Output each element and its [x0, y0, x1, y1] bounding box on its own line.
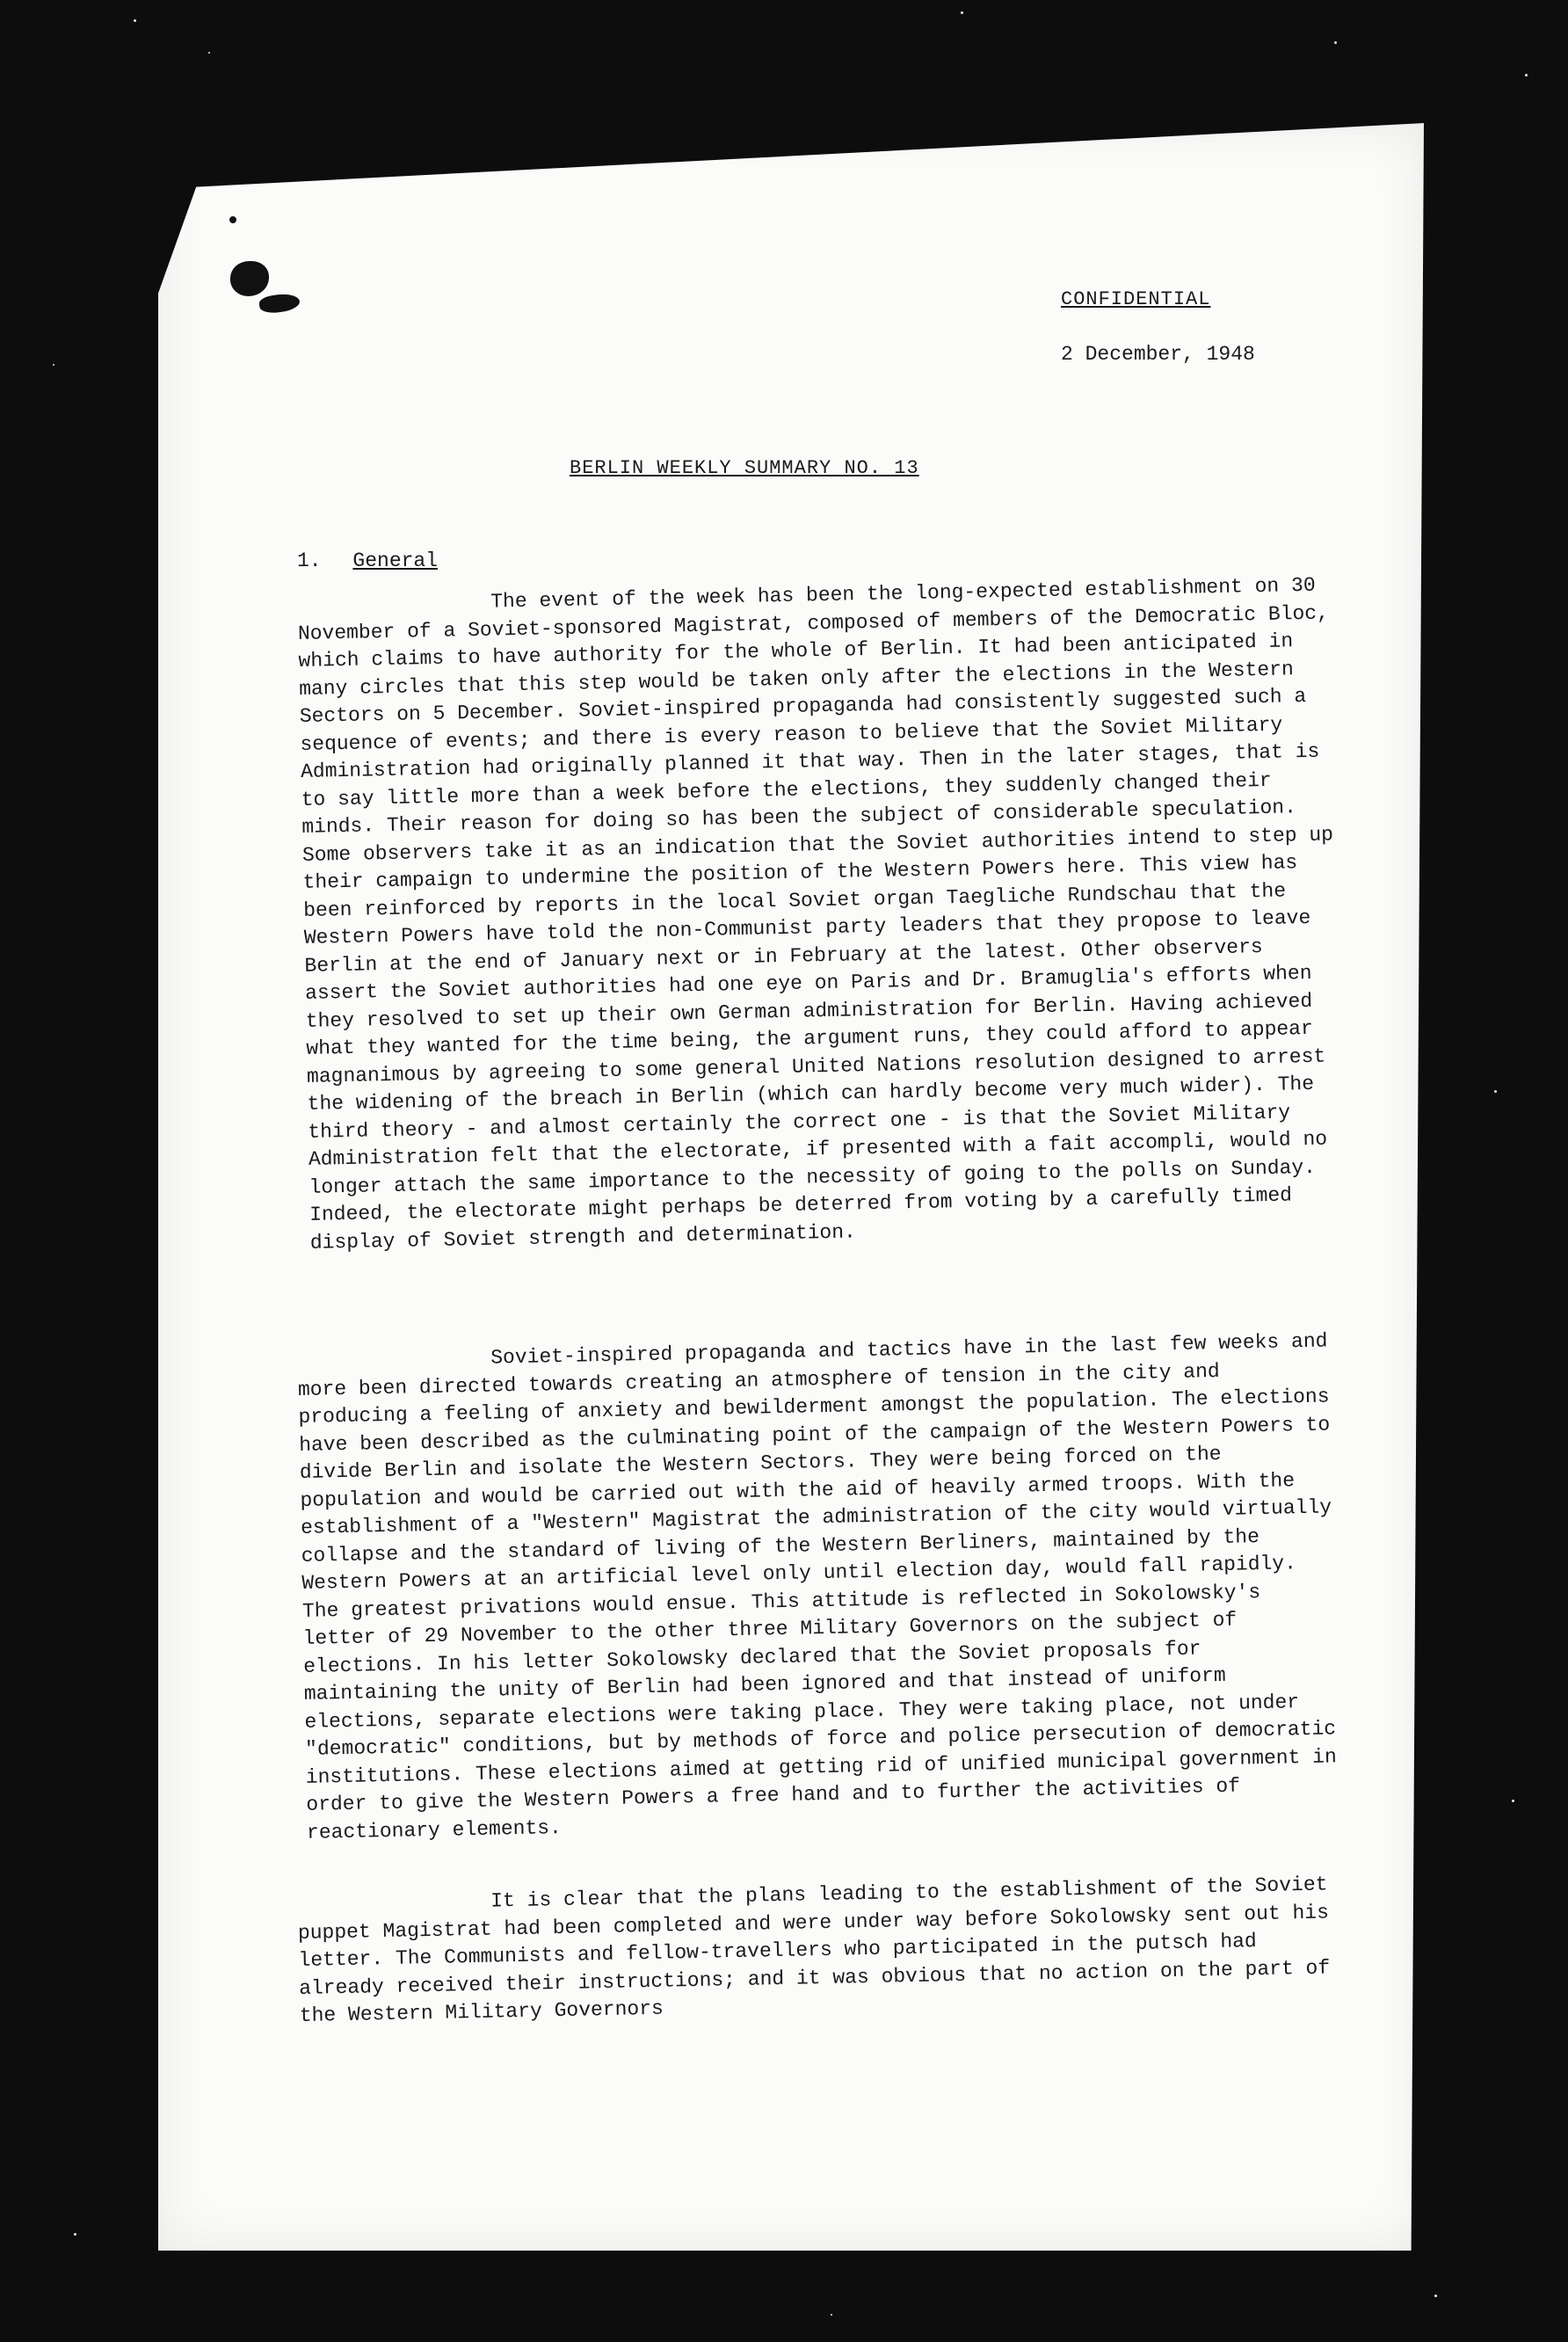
document-date: 2 December, 1948 [1061, 343, 1255, 366]
dust-speck [208, 52, 210, 54]
dust-speck [1525, 74, 1528, 76]
ink-blot [229, 216, 236, 223]
dust-speck [831, 2314, 832, 2316]
dust-speck [961, 11, 963, 14]
dust-speck [1434, 2295, 1437, 2297]
dust-speck [74, 2233, 76, 2236]
body-paragraph: Soviet-inspired propaganda and tactics have in the last few weeks and more been directed towards creating an atmosphere of tension in the city and producing a feeling of anxiety and bewilderment amongst the population. The elections have been described as the culminating point of the campaign of the Western Powers to divide Berlin and isolate the Western Sectors. They were being forced on the population and would be carried out with the aid of heavily armed troops. With the establishment of a "Western" Magistrat the administration of the city would virtually collapse and the standard of living of the Western Berliners, maintained by the Western Powers at an artificial level only until election day, would fall rapidly. The greatest privations would ensue. This attitude is reflected in Sokolowsky's letter of 29 November to the other three Military Governors on the subject of elections. In his letter Sokolowsky declared that the Soviet proposals for maintaining the unity of Berlin had been ignored and that instead of uniform elections, separate elections were taking place. They were taking place, not under "democratic" conditions, but by methods of force and police persecution of democratic institutions. These elections aimed at getting rid of unified municipal government in order to give the Western Powers a free hand and to further the activities of reactionary elements. [297, 1329, 1338, 1844]
section-number: 1. [297, 549, 322, 572]
document-title: BERLIN WEEKLY SUMMARY NO. 13 [570, 457, 919, 479]
section-heading-label: General [352, 549, 439, 572]
body-paragraph: It is clear that the plans leading to the establishment of the Soviet puppet Magistrat had been completed and were under way before Sokolowsky sent out his letter. The Communists and fellow-travellers who participated in the putsch had already received their instructions; and it was obvious that no action on the part of the Western Military Governors [297, 1873, 1331, 2027]
section-heading [297, 549, 438, 572]
dust-speck [1512, 1800, 1514, 1802]
dust-speck [53, 364, 54, 366]
dust-speck [1494, 1090, 1497, 1093]
classification-label: CONFIDENTIAL [1061, 288, 1211, 310]
dust-speck [1334, 41, 1337, 44]
dust-speck [134, 19, 136, 22]
body-paragraph: The event of the week has been the long-expected establishment on 30 November of a Soviet-sponsored Magistrat, composed of members of the Democratic Bloc, which claims to have authority for the whole of Berlin. It had been anticipated in many circles that this step would be taken only after the elections in the Western Sectors on 5 December. Soviet-inspired propaganda had consistently suggested such a sequence of events; and there is every reason to believe that the Soviet Military Administration had originally planned it that way. Then in the later stages, that is to say little more than a week before the elections, they suddenly changed their minds. Their reason for doing so has been the subject of considerable speculation. Some observers take it as an indication that the Soviet authorities intend to step up their campaign to undermine the position of the Western Powers here. This view has been reinforced by reports in the local Soviet organ Taegliche Rundschau that the Western Powers have told the non-Communist party leaders that they propose to leave Berlin at the end of January next or in February at the latest. Other observers assert the Soviet authorities had one eye on Paris and Dr. Bramuglia's efforts when they resolved to set up their own German administration for Berlin. Having achieved what they wanted for the time being, the argument runs, they could afford to appear magnanimous by agreeing to some general United Nations resolution designed to arrest the widening of the breach in Berlin (which can hardly become very much wider). The third theory - and almost certainly the correct one - is that the Soviet Military Administration felt that the electorate, if presented with a fait accompli, would no longer attach the same importance to the necessity of going to the polls on Sunday. Indeed, the electorate might perhaps be deterred from voting by a carefully timed display of Soviet strength and determination. [297, 573, 1334, 1255]
